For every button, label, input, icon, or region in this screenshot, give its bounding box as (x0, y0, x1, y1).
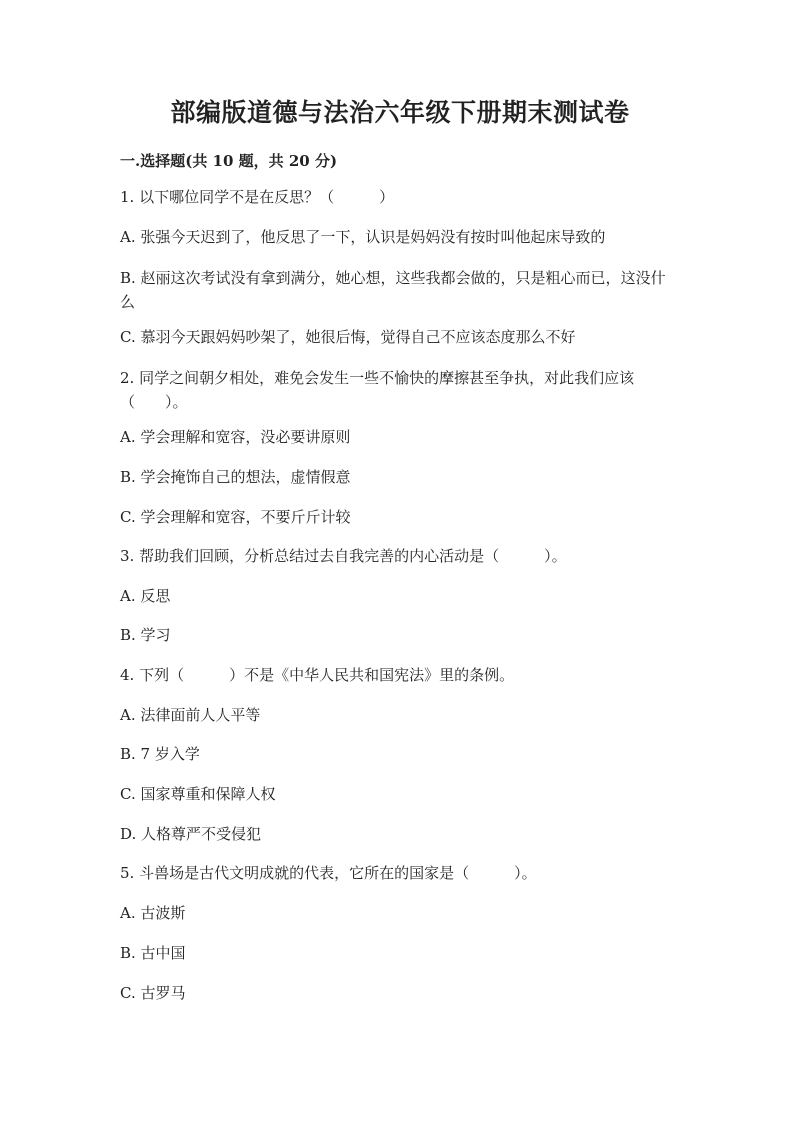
question-2-stem: 2. 同学之间朝夕相处，难免会发生一些不愉快的摩擦甚至争执，对此我们应该（ ）。 (120, 369, 635, 411)
question-3-option-b: B. 学习 (120, 626, 171, 644)
question-1-option-b: B. 赵丽这次考试没有拿到满分，她心想，这些我都会做的，只是粗心而已，这没什么 (120, 269, 666, 311)
question-4-option-c: C. 国家尊重和保障人权 (120, 785, 276, 803)
section-heading: 一.选择题(共 10 题，共 20 分) (120, 152, 338, 170)
question-4-option-b: B. 7 岁入学 (120, 745, 200, 763)
question-3-option-a: A. 反思 (120, 587, 171, 605)
question-2-option-b: B. 学会掩饰自己的想法，虚情假意 (120, 468, 351, 486)
question-2-option-c: C. 学会理解和宽容，不要斤斤计较 (120, 508, 351, 526)
question-1-stem: 1. 以下哪位同学不是在反思？（ ） (120, 188, 395, 206)
question-5-stem: 5. 斗兽场是古代文明成就的代表，它所在的国家是（ ）。 (120, 864, 537, 882)
question-4-stem: 4. 下列（ ）不是《中华人民共和国宪法》里的条例。 (120, 666, 515, 684)
question-4-option-d: D. 人格尊严不受侵犯 (120, 825, 262, 843)
question-3-stem: 3. 帮助我们回顾，分析总结过去自我完善的内心活动是（ ）。 (120, 547, 567, 565)
question-5-option-a: A. 古波斯 (120, 904, 186, 922)
question-5-option-b: B. 古中国 (120, 944, 186, 962)
question-5-option-c: C. 古罗马 (120, 984, 186, 1002)
page-title: 部编版道德与法治六年级下册期末测试卷 (170, 98, 630, 127)
question-1-option-c: C. 慕羽今天跟妈妈吵架了，她很后悔，觉得自己不应该态度那么不好 (120, 328, 576, 346)
question-1-option-a: A. 张强今天迟到了，他反思了一下，认识是妈妈没有按时叫他起床导致的 (120, 228, 606, 246)
question-2-option-a: A. 学会理解和宽容，没必要讲原则 (120, 428, 351, 446)
question-4-option-a: A. 法律面前人人平等 (120, 706, 261, 724)
